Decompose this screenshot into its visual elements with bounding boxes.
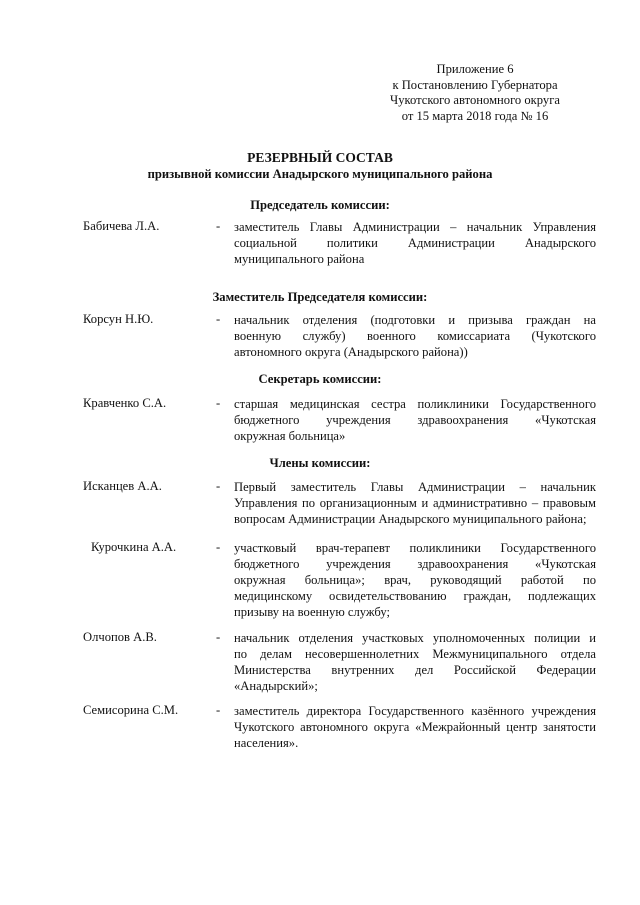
appendix-line-3: Чукотского автономного округа xyxy=(390,93,560,107)
description-line: заместитель директора Государственного казённого учреждения xyxy=(234,704,596,718)
description-line: автономного округа (Анадырского района)) xyxy=(234,345,468,359)
member-description xyxy=(234,219,596,267)
member-name: Исканцев А.А. xyxy=(83,479,162,493)
description-line: Чукотского автономного округа «Межрайонный центр занятости xyxy=(234,720,596,734)
description-line: бюджетного учреждения здравоохранения «Чукотская xyxy=(234,413,596,427)
member-dash: - xyxy=(216,219,221,233)
description-line: «Анадырский»; xyxy=(234,679,318,693)
member-name: Олчопов А.В. xyxy=(83,630,157,644)
description-line: населения». xyxy=(234,736,299,750)
description-line: социальной политики Администрации Анадырского xyxy=(234,236,596,250)
member-description xyxy=(234,479,596,527)
member-description xyxy=(234,703,596,751)
section-heading-members: Члены комиссии: xyxy=(269,456,371,470)
description-line: вопросам Администрации Анадырского муниципального района; xyxy=(234,512,587,526)
description-line: Первый заместитель Главы Администрации – начальник xyxy=(234,480,596,494)
member-dash: - xyxy=(216,703,221,717)
description-line: участковый врач-терапевт поликлиники Государственного xyxy=(234,541,596,555)
member-name: Бабичева Л.А. xyxy=(83,219,160,233)
document-subtitle: призывной комиссии Анадырского муниципального района xyxy=(147,167,493,181)
description-line: муниципального района xyxy=(234,252,365,266)
appendix-line-2: к Постановлению Губернатора xyxy=(392,77,558,92)
member-dash: - xyxy=(216,630,221,644)
member-dash: - xyxy=(216,479,221,493)
description-line: медицинскому освидетельствованию граждан, подлежащих xyxy=(234,589,596,603)
description-line: по делам несовершеннолетних Межмуниципального отдела xyxy=(234,647,596,661)
description-line: окружная больница»; врач, руководящий работой по xyxy=(234,573,596,587)
member-dash: - xyxy=(216,540,221,554)
appendix-block xyxy=(380,62,570,124)
description-line: Управления по организационным и административно – правовым xyxy=(234,496,596,510)
member-dash: - xyxy=(216,312,221,326)
description-line: призыву на военную службу; xyxy=(234,605,390,619)
member-description xyxy=(234,396,596,444)
member-dash: - xyxy=(216,396,221,410)
section-heading-deputy: Заместитель Председателя комиссии: xyxy=(212,290,428,304)
description-line: бюджетного учреждения здравоохранения «Чукотская xyxy=(234,557,596,571)
description-line: военную службу) военного комиссариата (Чукотского xyxy=(234,329,596,343)
member-name: Кравченко С.А. xyxy=(83,396,167,410)
document-title: РЕЗЕРВНЫЙ СОСТАВ xyxy=(247,150,393,165)
member-name: Семисорина С.М. xyxy=(83,703,179,717)
member-description xyxy=(234,630,596,694)
section-heading-chairman: Председатель комиссии: xyxy=(250,198,390,212)
description-line: окружная больница» xyxy=(234,429,346,443)
description-line: заместитель Главы Администрации – начальник Управления xyxy=(234,220,596,234)
appendix-line-4: от 15 марта 2018 года № 16 xyxy=(401,108,549,123)
section-heading-secretary: Секретарь комиссии: xyxy=(258,372,382,386)
member-name: Курочкина А.А. xyxy=(91,540,177,554)
description-line: начальник отделения (подготовки и призыва граждан на xyxy=(234,313,596,327)
description-line: старшая медицинская сестра поликлиники Государственного xyxy=(234,397,596,411)
member-description xyxy=(234,540,596,620)
appendix-line-1: Приложение 6 xyxy=(436,62,514,76)
description-line: Министерства внутренних дел Российской Федерации xyxy=(234,663,596,677)
description-line: начальник отделения участковых уполномоченных полиции и xyxy=(234,631,596,645)
member-description xyxy=(234,312,596,360)
member-name: Корсун Н.Ю. xyxy=(83,312,154,326)
